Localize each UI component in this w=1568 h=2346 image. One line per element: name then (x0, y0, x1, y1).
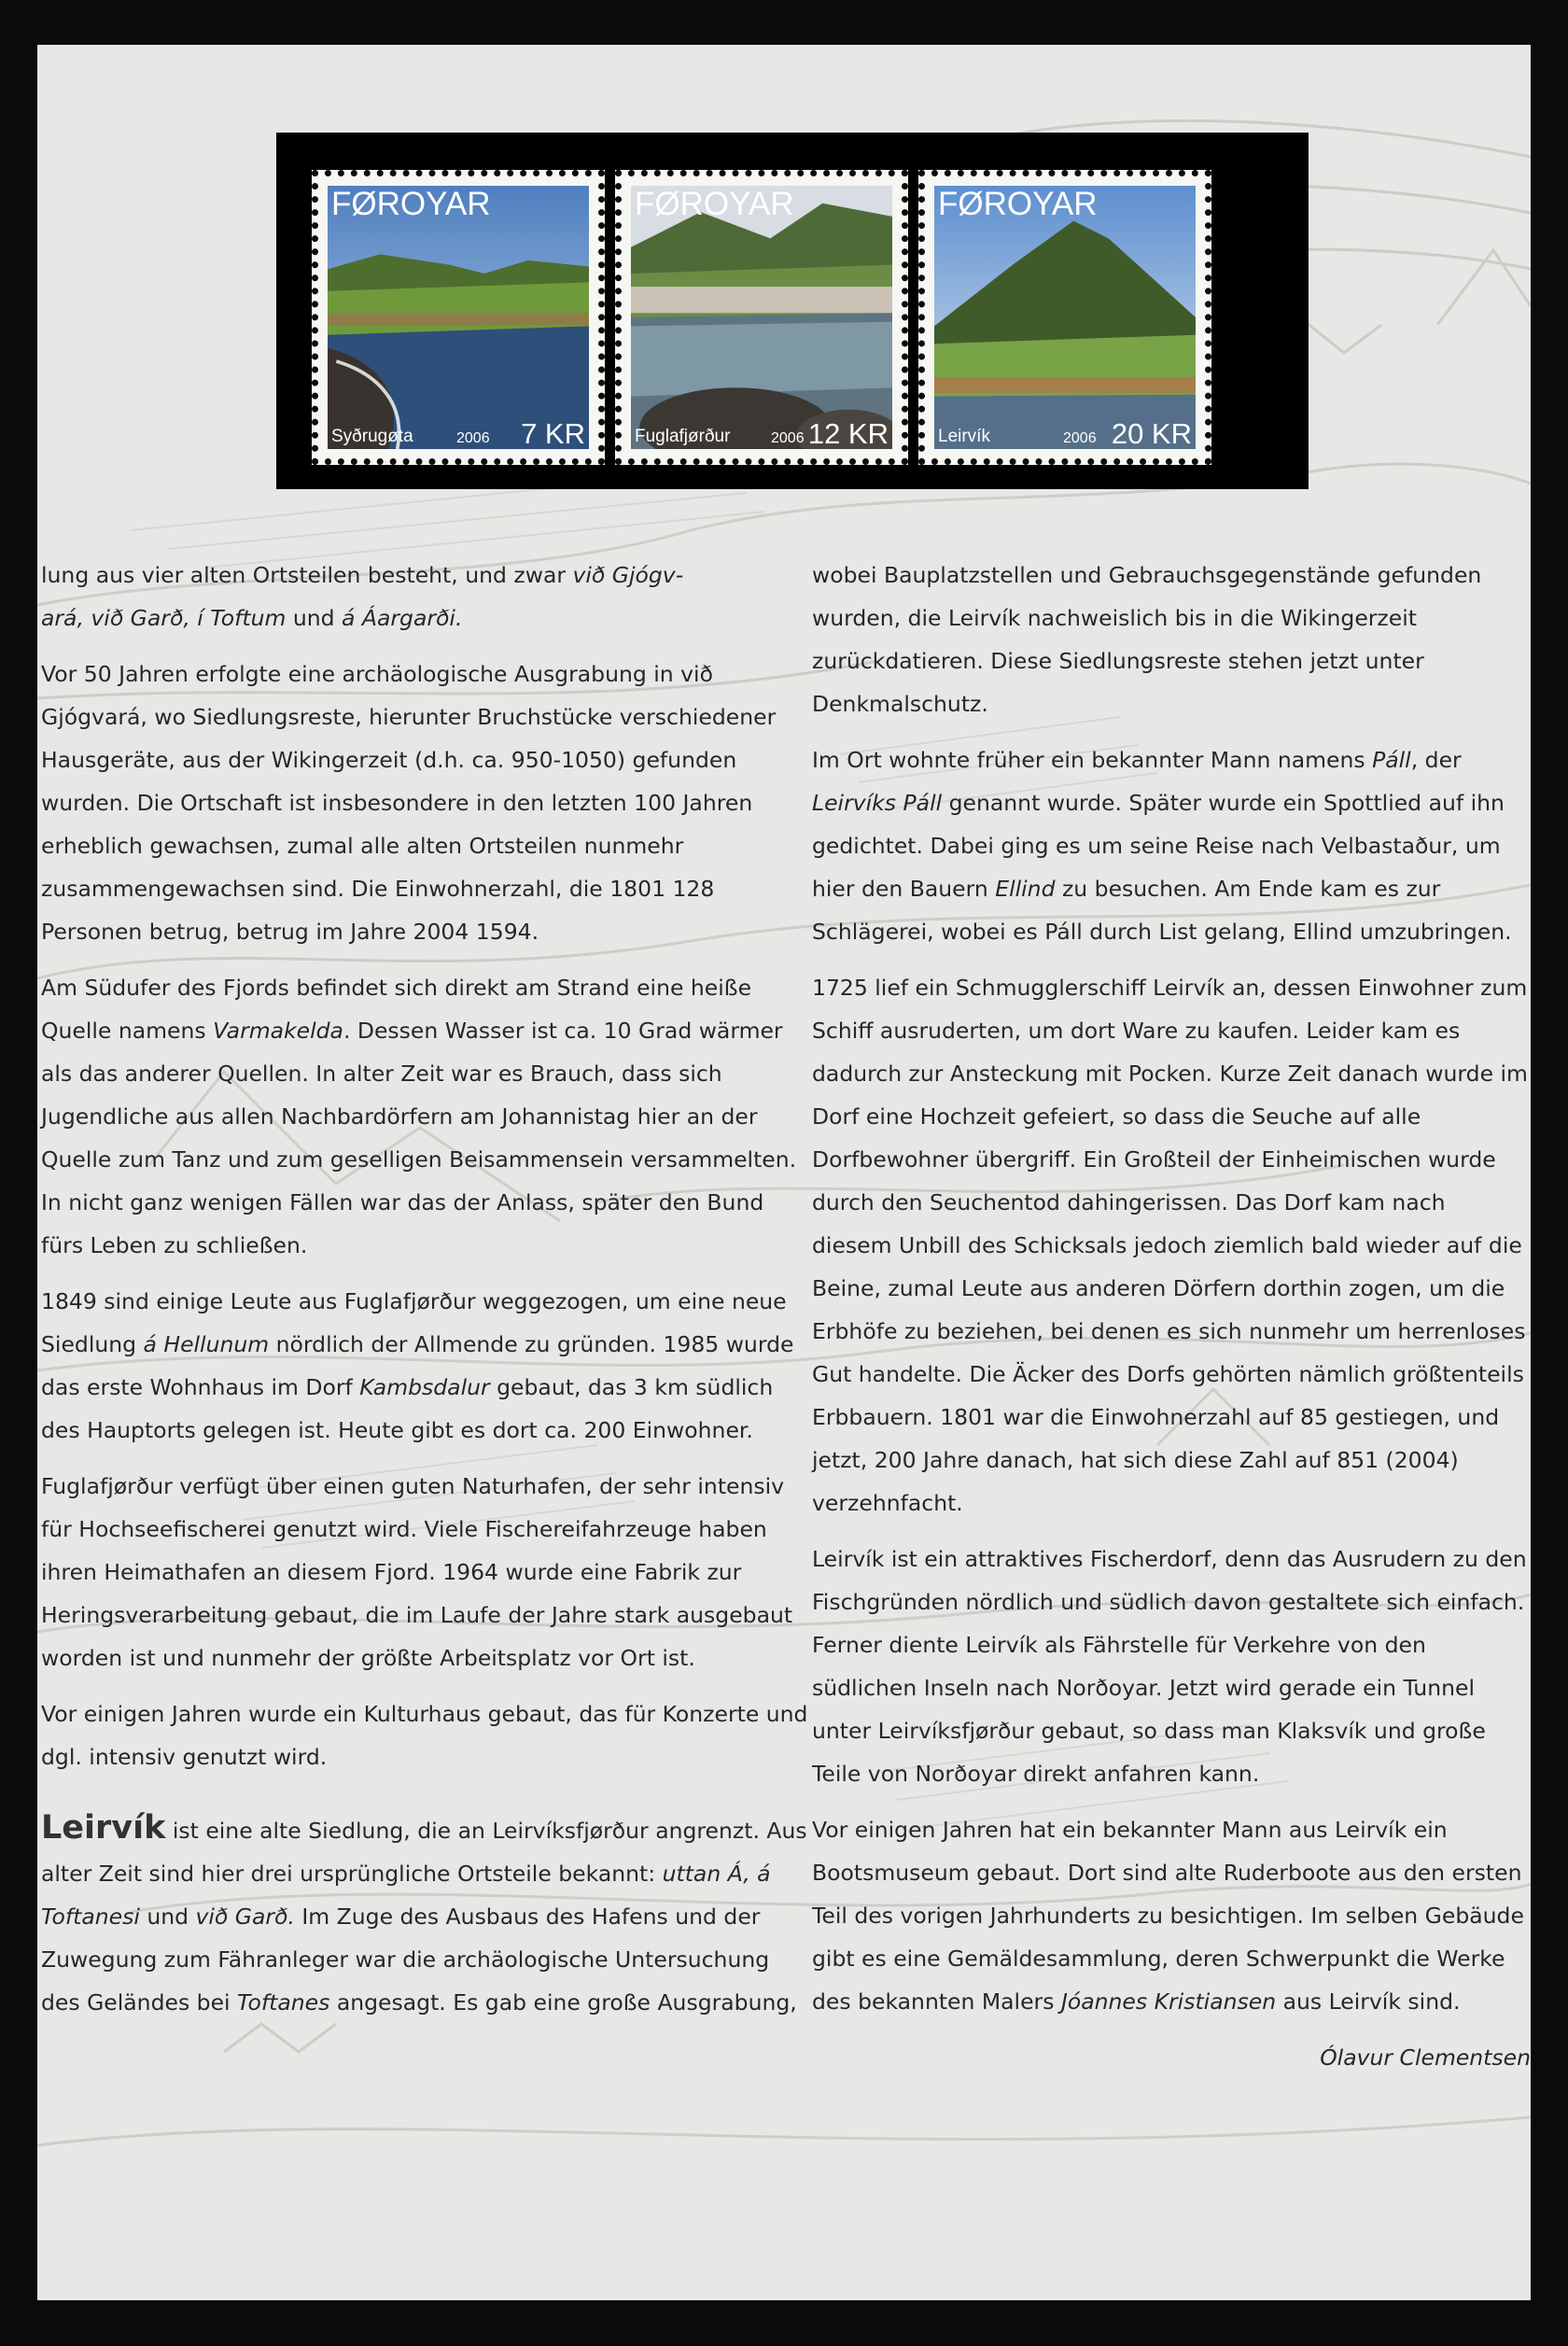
text: gebaut, das 3 km südlich des Hauptorts gelegen ist. Heute gibt es dort ca. 200 Einwohner. (41, 1374, 774, 1443)
paragraph (812, 738, 1531, 953)
stamp-mount (276, 133, 1309, 489)
paragraph (812, 1808, 1531, 2023)
paragraph: 1725 lief ein Schmugglerschiff Leirvík an, dessen Einwohner zum Schiff ausruderten, um dort Ware zu kaufen. Leider kam es dadurch zur Ansteckung mit Pocken. Kurze Zeit danach wurde im Dorf eine Hochzeit gefeiert, so dass die Seuche auf alle Dorfbewohner übergriff. Ein Großteil der Einheimischen wurde durch den Seuchentod dahingerissen. Das Dorf kam nach diesem Unbill des Schicksals jedoch ziemlich bald wieder auf die Beine, zumal Leute aus anderen Dörfern dorthin zogen, um die Erbhöfe zu beziehen, bei denen es sich nunmehr um herrenloses Gut handelte. Die Äcker des Dorfs gehörten nämlich größtenteils Erbbauern. 1801 war die Einwohnerzahl auf 85 gestiegen, und jetzt, 200 Jahre danach, hat sich diese Zahl auf 851 (2004) verzehnfacht. (812, 975, 1528, 1516)
stamp-2-image (631, 186, 892, 449)
paragraph (41, 554, 808, 639)
paragraph: wobei Bauplatzstellen und Gebrauchsgegenstände gefunden wurden, die Leirvík nachweislich bis in die Wikingerzeit zurückdatieren. Diese Siedlungsreste stehen jetzt unter Denkmalschutz. (812, 562, 1482, 717)
text: , der (1410, 747, 1462, 773)
stamp-3 (918, 170, 1211, 465)
italic-text: Kambsdalur (359, 1374, 490, 1400)
stamp-3-image (934, 186, 1196, 449)
author-signature: Ólavur Clementsen (1320, 2044, 1531, 2071)
paragraph (41, 1806, 808, 2024)
italic-text: á Hellunum (143, 1331, 270, 1357)
paragraph: Vor einigen Jahren wurde ein Kulturhaus gebaut, das für Konzerte und dgl. intensiv genutzt wird. (41, 1701, 808, 1770)
paragraph: Vor 50 Jahren erfolgte eine archäologische Ausgrabung in við Gjógvará, wo Siedlungsreste, hierunter Bruchstücke verschiedener Hausgeräte, aus der Wikingerzeit (d.h. ca. 950-1050) gefunden wurden. Die Ortschaft ist insbesondere in den letzten 100 Jahren erheblich gewachsen, zumal alle alten Ortsteilen nunmehr zusammengewachsen sind. Die Einwohnerzahl, die 1801 128 Personen betrug, betrug im Jahre 2004 1594. (41, 661, 777, 945)
stamp-country: FØROYAR (938, 186, 1098, 222)
stamp-2 (615, 170, 908, 465)
italic-text: Ellind (995, 876, 1056, 902)
italic-text: við Garð. (195, 1903, 295, 1930)
italic-text: Varmakelda (213, 1018, 343, 1044)
text: und (286, 605, 343, 631)
stamp-year: 2006 (771, 430, 805, 446)
section-heading: Leirvík (41, 1809, 166, 1847)
paragraph (41, 966, 808, 1267)
italic-text: Leirvíks Páll (812, 790, 943, 816)
text: 1849 sind einige Leute aus Fuglafjørður weggezogen, um eine neue Siedlung (41, 1288, 787, 1357)
italic-text: ará, við Garð, í Toftum (41, 605, 287, 631)
stamp-place: Syðrugøta (331, 427, 413, 446)
stamp-place: Fuglafjørður (635, 427, 731, 446)
text: ist eine alte Siedlung, die an Leirvíksfjørður angrenzt. Aus alter Zeit sind hier drei ursprüngliche Ortsteile bekannt: (41, 1818, 807, 1887)
paragraph: Leirvík ist ein attraktives Fischerdorf, denn das Ausrudern zu den Fischgründen nördlich und südlich davon gestaltete sich einfach. Ferner diente Leirvík als Fährstelle für Verkehre von den südlichen Inseln nach Norðoyar. Jetzt wird gerade ein Tunnel unter Leirvíksfjørður gebaut, so dass man Klaksvík und große Teile von Norðoyar direkt anfahren kann. (812, 1546, 1527, 1787)
stamp-1 (312, 170, 605, 465)
text: . Dessen Wasser ist ca. 10 Grad wärmer als das anderer Quellen. In alter Zeit war es Brauch, dass sich Jugendliche aus allen Nachbardörfern am Johannistag hier an der Quelle zum Tanz und zum geselligen Beisammensein versammelten. In nicht ganz wenigen Fällen war das der Anlass, später den Bund fürs Leben zu schließen. (41, 1018, 797, 1258)
text: Am Südufer des Fjords befindet sich direkt am Strand eine heiße Quelle namens (41, 975, 752, 1044)
stamp-country: FØROYAR (635, 186, 794, 222)
text: lung aus vier alten Ortsteilen besteht, und zwar (41, 562, 573, 588)
album-page (37, 45, 1531, 2300)
paragraph: Fuglafjørður verfügt über einen guten Naturhafen, der sehr intensiv für Hochseefischerei genutzt wird. Viele Fischereifahrzeuge haben ihren Heimathafen an diesem Fjord. 1964 wurde eine Fabrik zur Heringsverarbeitung gebaut, die im Laufe der Jahre stark ausgebaut worden ist und nunmehr der größte Arbeitsplatz vor Ort ist. (41, 1473, 793, 1671)
stamp-year: 2006 (1063, 430, 1097, 446)
text: nördlich der Allmende zu gründen. 1985 wurde das erste Wohnhaus im Dorf (41, 1331, 794, 1400)
stamp-value: 12 KR (807, 417, 889, 450)
italic-text: Toftanes (237, 1989, 330, 2016)
stamp-1-image (328, 186, 589, 449)
text: Im Ort wohnte früher ein bekannter Mann namens (812, 747, 1373, 773)
right-text-column (812, 554, 1531, 2092)
stamp-value: 20 KR (1111, 417, 1192, 450)
stamp-place: Leirvík (938, 427, 990, 446)
text: genannt wurde. Später wurde ein Spottlied auf ihn gedichtet. Dabei ging es um seine Reise nach Velbastaður, um hier den Bauern (812, 790, 1505, 902)
text: angesagt. Es gab eine große Ausgrabung, (329, 1989, 797, 2016)
text: zu besuchen. Am Ende kam es zur Schlägerei, wobei es Páll durch List gelang, Ellind umzubringen. (812, 876, 1512, 945)
italic-text: Páll (1372, 747, 1411, 773)
stamp-value: 7 KR (521, 417, 585, 450)
italic-text: á Áargarði. (342, 605, 463, 631)
text: Vor einigen Jahren hat ein bekannter Mann aus Leirvík ein Bootsmuseum gebaut. Dort sind alte Ruderboote aus den ersten Teil des vorigen Jahrhunderts zu besichtigen. Im selben Gebäude gibt es eine Gemäldesammlung, deren Schwerpunkt die Werke des bekannten Malers (812, 1817, 1524, 2015)
text: Im Zuge des Ausbaus des Hafens und der Zuwegung zum Fähranleger war die archäologische Untersuchung des Geländes bei (41, 1903, 770, 2016)
left-text-column (41, 554, 808, 2037)
italic-text: uttan Á, á Toftanesi (41, 1861, 771, 1930)
stamp-country: FØROYAR (331, 186, 491, 222)
text: aus Leirvík sind. (1276, 1988, 1461, 2015)
italic-text: Jóannes Kristiansen (1060, 1988, 1277, 2015)
italic-text: við Gjógv- (572, 562, 684, 588)
stamp-year: 2006 (456, 430, 490, 446)
text: und (139, 1903, 196, 1930)
paragraph (41, 1280, 808, 1452)
